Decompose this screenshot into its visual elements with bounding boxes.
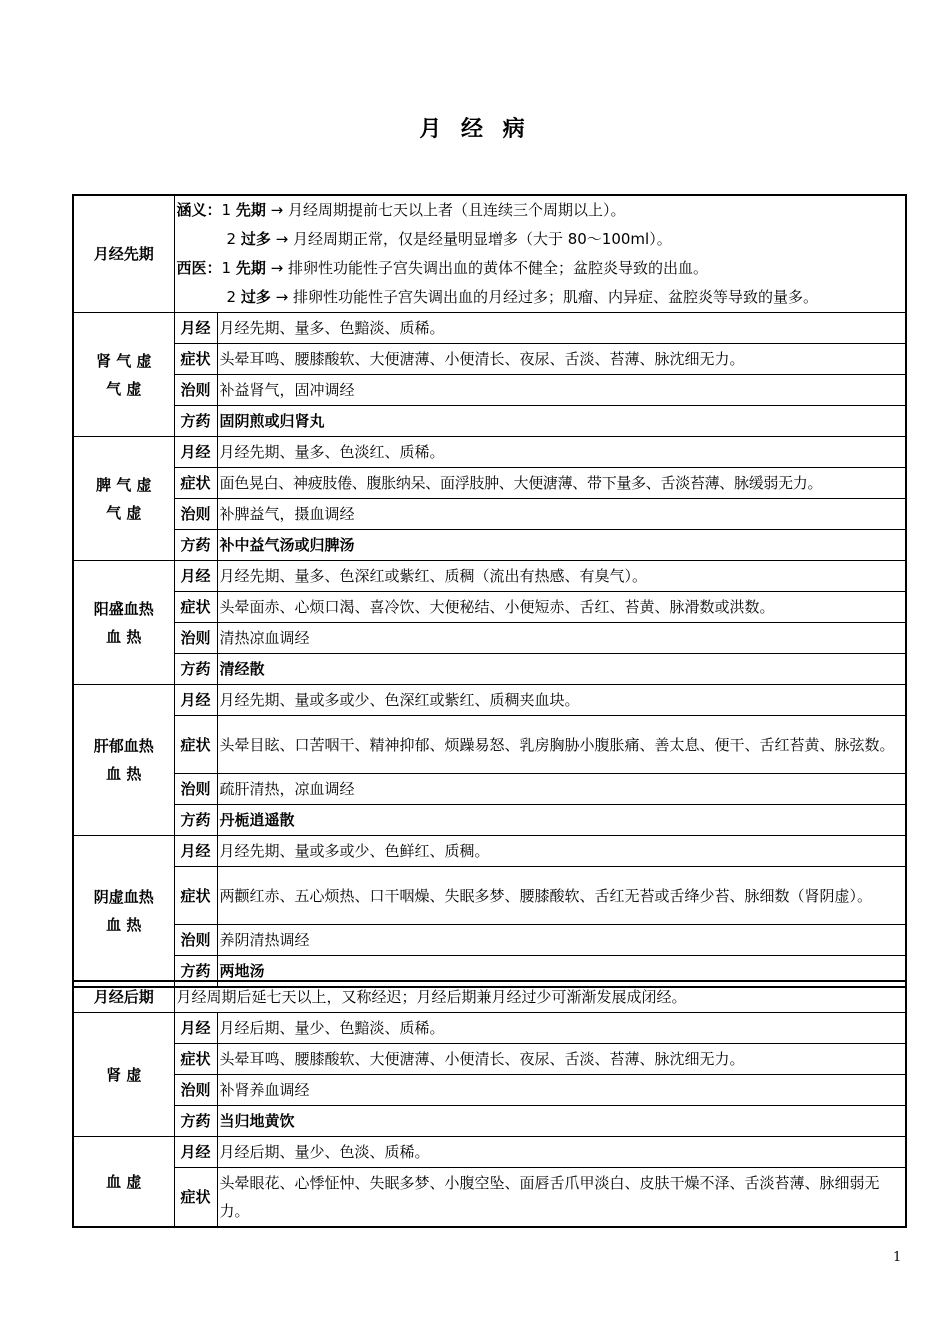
row-label: 治则	[174, 774, 217, 805]
row-label: 治则	[174, 499, 217, 530]
row-label: 方药	[174, 805, 217, 836]
prescription-text: 清经散	[217, 654, 906, 685]
row-text: 补肾养血调经	[217, 1075, 906, 1106]
row-text: 月经先期、量或多或少、色深红或紫红、质稠夹血块。	[217, 685, 906, 716]
row-text: 月经先期、量多、色淡红、质稀。	[217, 437, 906, 468]
syndrome-name: 肾 气 虚 气 虚	[73, 313, 174, 437]
row-label: 月经	[174, 313, 217, 344]
syndrome-name: 阴虚血热 血 热	[73, 836, 174, 988]
syndrome-name: 阳盛血热 血 热	[73, 561, 174, 685]
definition-cell	[174, 195, 906, 313]
prescription-text: 补中益气汤或归脾汤	[217, 530, 906, 561]
row-text: 头晕耳鸣、腰膝酸软、大便溏薄、小便清长、夜尿、舌淡、苔薄、脉沈细无力。	[217, 1044, 906, 1075]
row-label: 症状	[174, 716, 217, 774]
prescription-text: 丹栀逍遥散	[217, 805, 906, 836]
page-title: 月 经 病	[419, 117, 531, 142]
row-text: 养阴清热调经	[217, 925, 906, 956]
row-label: 月经	[174, 836, 217, 867]
row-text: 清热凉血调经	[217, 623, 906, 654]
row-label: 方药	[174, 654, 217, 685]
row-text: 头晕目眩、口苦咽干、精神抑郁、烦躁易怒、乳房胸胁小腹胀痛、善太息、便干、舌红苔黄、脉弦数。	[217, 716, 906, 774]
row-text: 头晕眼花、心悸怔忡、失眠多梦、小腹空坠、面唇舌爪甲淡白、皮肤干燥不泽、舌淡苔薄、脉细弱无力。	[217, 1168, 906, 1228]
row-label: 方药	[174, 1106, 217, 1137]
row-label: 症状	[174, 1044, 217, 1075]
row-label: 方药	[174, 406, 217, 437]
syndrome-name: 肾 虚	[73, 1013, 174, 1137]
row-label: 方药	[174, 956, 217, 988]
row-text: 月经先期、量多、色深红或紫红、质稠（流出有热感、有臭气）。	[217, 561, 906, 592]
row-label: 月经	[174, 561, 217, 592]
definition-line: 2 过多 → 月经周期正常，仅是经量明显增多（大于 80～100ml）。	[226, 230, 672, 248]
row-label: 治则	[174, 1075, 217, 1106]
page-number: 1	[893, 1250, 902, 1265]
section-heading: 月经后期	[73, 981, 174, 1013]
syndrome-name: 肝郁血热 血 热	[73, 685, 174, 836]
row-label: 症状	[174, 1168, 217, 1228]
row-text: 头晕耳鸣、腰膝酸软、大便溏薄、小便清长、夜尿、舌淡、苔薄、脉沈细无力。	[217, 344, 906, 375]
prescription-text: 当归地黄饮	[217, 1106, 906, 1137]
row-text: 月经先期、量或多或少、色鲜红、质稠。	[217, 836, 906, 867]
prescription-text: 两地汤	[217, 956, 906, 988]
row-label: 症状	[174, 468, 217, 499]
row-text: 补脾益气，摄血调经	[217, 499, 906, 530]
row-text: 月经先期、量多、色黯淡、质稀。	[217, 313, 906, 344]
table-menstruation-late	[72, 980, 907, 1228]
row-text: 头晕面赤、心烦口渴、喜冷饮、大便秘结、小便短赤、舌红、苔黄、脉滑数或洪数。	[217, 592, 906, 623]
section-heading: 月经先期	[73, 195, 174, 313]
definition-cell: 月经周期后延七天以上，又称经迟；月经后期兼月经过少可渐渐发展成闭经。	[174, 981, 906, 1013]
definition-line: 涵义：1 先期 → 月经周期提前七天以上者（且连续三个周期以上）。	[176, 201, 626, 219]
row-text: 月经后期、量少、色淡、质稀。	[217, 1137, 906, 1168]
row-text: 补益肾气，固冲调经	[217, 375, 906, 406]
row-label: 月经	[174, 685, 217, 716]
row-label: 症状	[174, 344, 217, 375]
row-label: 治则	[174, 623, 217, 654]
row-label: 月经	[174, 437, 217, 468]
row-label: 治则	[174, 925, 217, 956]
row-text: 疏肝清热，凉血调经	[217, 774, 906, 805]
row-text: 月经后期、量少、色黯淡、质稀。	[217, 1013, 906, 1044]
row-label: 症状	[174, 592, 217, 623]
table-menstruation-early	[72, 194, 907, 988]
row-label: 方药	[174, 530, 217, 561]
row-label: 症状	[174, 867, 217, 925]
row-text: 两颧红赤、五心烦热、口干咽燥、失眠多梦、腰膝酸软、舌红无苔或舌绛少苔、脉细数（肾阴虚）。	[217, 867, 906, 925]
western-medicine-line: 西医：1 先期 → 排卵性功能性子宫失调出血的黄体不健全；盆腔炎导致的出血。	[176, 259, 708, 277]
row-label: 月经	[174, 1013, 217, 1044]
prescription-text: 固阴煎或归肾丸	[217, 406, 906, 437]
syndrome-name: 脾 气 虚 气 虚	[73, 437, 174, 561]
row-text: 面色晃白、神疲肢倦、腹胀纳呆、面浮肢肿、大便溏薄、带下量多、舌淡苔薄、脉缓弱无力。	[217, 468, 906, 499]
western-medicine-line: 2 过多 → 排卵性功能性子宫失调出血的月经过多；肌瘤、内异症、盆腔炎等导致的量多。	[226, 288, 818, 306]
syndrome-name: 血 虚	[73, 1137, 174, 1228]
row-label: 治则	[174, 375, 217, 406]
row-label: 月经	[174, 1137, 217, 1168]
